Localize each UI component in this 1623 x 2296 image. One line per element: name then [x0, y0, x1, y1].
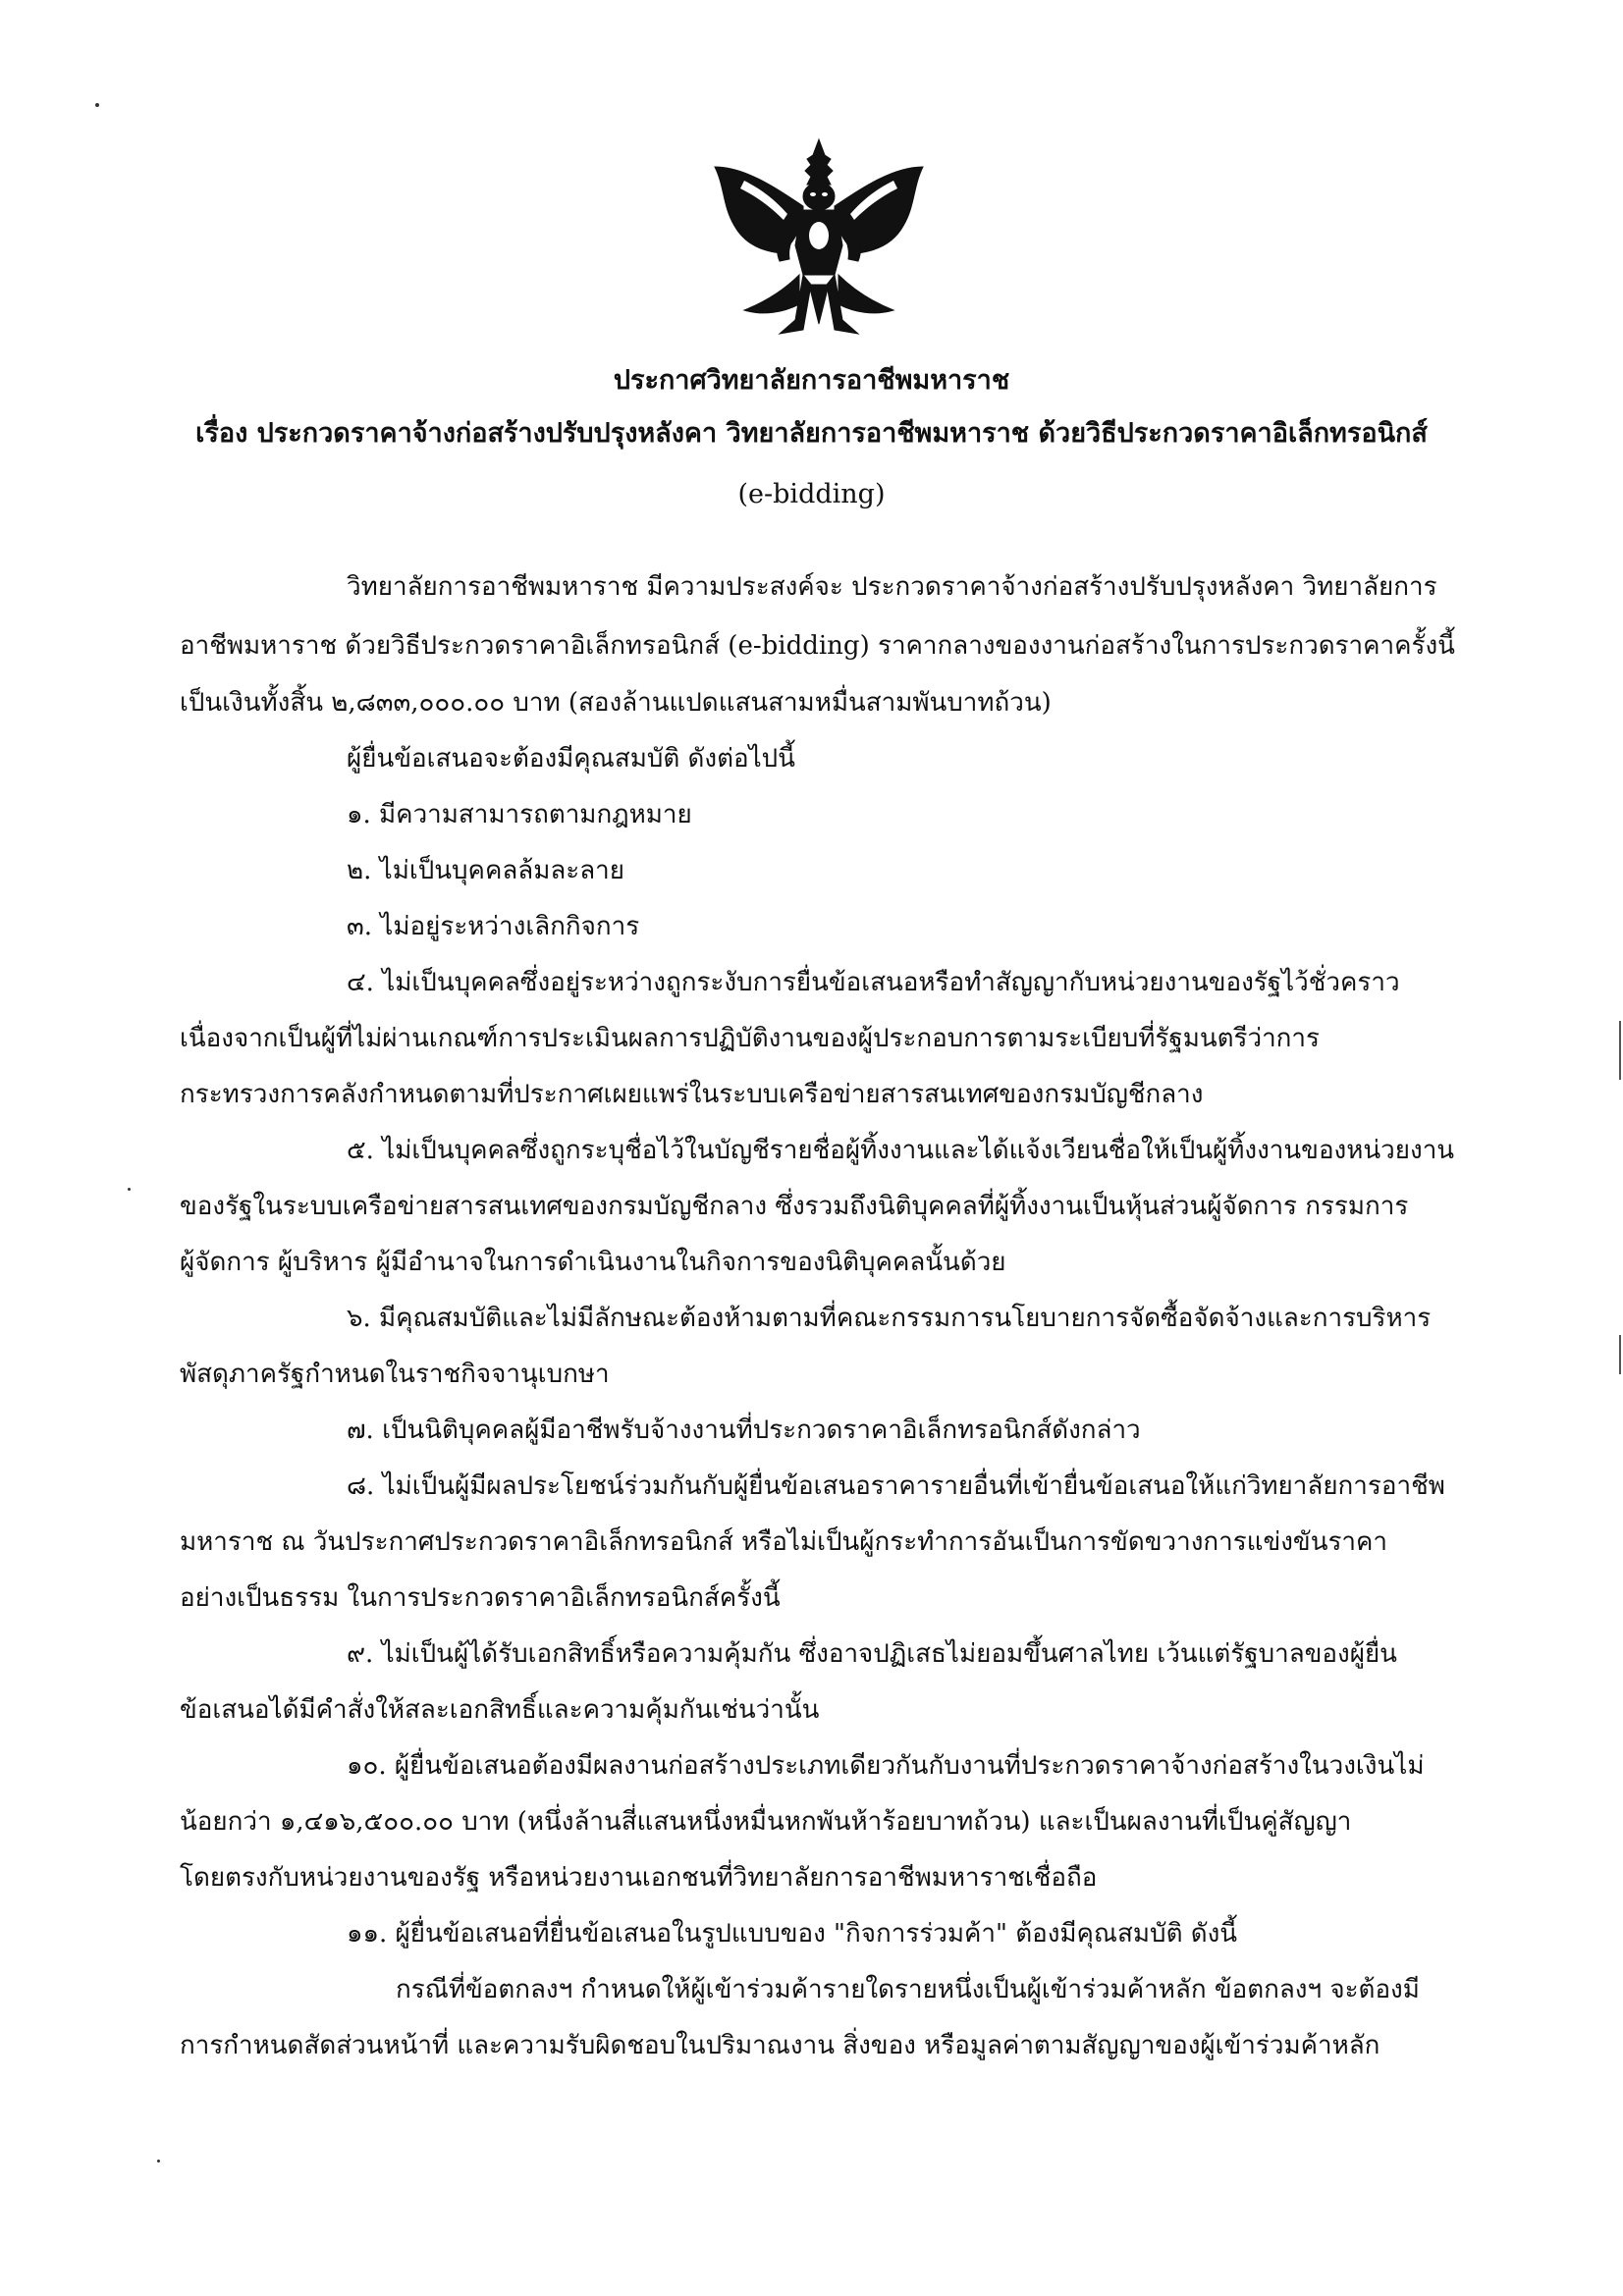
qualification-item-cont: ผู้จัดการ ผู้บริหาร ผู้มีอำนาจในการดำเนินงานในกิจการของนิติบุคคลนั้นด้วย: [180, 1248, 1006, 1277]
qualification-item: ๑๐. ผู้ยื่นข้อเสนอต้องมีผลงานก่อสร้างประเภทเดียวกันกับงานที่ประกวดราคาจ้างก่อสร้างในวงเงินไม่: [347, 1751, 1425, 1781]
scan-speck: [95, 103, 99, 107]
qualification-item-cont: โดยตรงกับหน่วยงานของรัฐ หรือหน่วยงานเอกชนที่วิทยาลัยการอาชีพมหาราชเชื่อถือ: [180, 1863, 1098, 1893]
qualification-item-cont: ข้อเสนอได้มีคำสั่งให้สละเอกสิทธิ์และความคุ้มกันเช่นว่านั้น: [180, 1695, 820, 1725]
announcement-subject: เรื่อง ประกวดราคาจ้างก่อสร้างปรับปรุงหลังคา วิทยาลัยการอาชีพมหาราช ด้วยวิธีประกวดราคาอิเล็กทรอนิกส์: [195, 418, 1428, 449]
qualification-item-cont: พัสดุภาครัฐกำหนดในราชกิจจานุเบกษา: [180, 1360, 610, 1389]
scan-speck: [157, 2160, 160, 2163]
qualification-item: ๓. ไม่อยู่ระหว่างเลิกกิจการ: [347, 912, 640, 941]
qualification-item: ๔. ไม่เป็นบุคคลซึ่งอยู่ระหว่างถูกระงับการยื่นข้อเสนอหรือทำสัญญากับหน่วยงานของรัฐไว้ชั่วคราว: [347, 968, 1400, 997]
qualification-item: ๒. ไม่เป็นบุคคลล้มละลาย: [347, 856, 625, 885]
qualification-item-cont: เนื่องจากเป็นผู้ที่ไม่ผ่านเกณฑ์การประเมินผลการปฏิบัติงานของผู้ประกอบการตามระเบียบที่รัฐมนตรีว่าการ: [180, 1024, 1320, 1053]
announcement-subject-cont: (e-bidding): [737, 479, 886, 509]
qualification-item-cont: มหาราช ณ วันประกาศประกวดราคาอิเล็กทรอนิกส์ หรือไม่เป็นผู้กระทำการอันเป็นการขัดขวางการแข่งขันราคา: [180, 1527, 1388, 1557]
qualification-item: ๑๑. ผู้ยื่นข้อเสนอที่ยื่นข้อเสนอในรูปแบบของ "กิจการร่วมค้า" ต้องมีคุณสมบัติ ดังนี้: [347, 1919, 1238, 1949]
scan-speck: [128, 1188, 131, 1191]
qualification-item: ๖. มีคุณสมบัติและไม่มีลักษณะต้องห้ามตามที่คณะกรรมการนโยบายการจัดซื้อจัดจ้างและการบริหาร: [347, 1304, 1432, 1333]
intro-line: วิทยาลัยการอาชีพมหาราช มีความประสงค์จะ ประกวดราคาจ้างก่อสร้างปรับปรุงหลังคา วิทยาลัยการ: [347, 572, 1437, 602]
qualification-item: ๕. ไม่เป็นบุคคลซึ่งถูกระบุชื่อไว้ในบัญชีรายชื่อผู้ทิ้งงานและได้แจ้งเวียนชื่อให้เป็นผู้ทิ้งงานของหน่วยงาน: [347, 1136, 1455, 1165]
joint-venture-line: กรณีที่ข้อตกลงฯ กำหนดให้ผู้เข้าร่วมค้ารายใดรายหนึ่งเป็นผู้เข้าร่วมค้าหลัก ข้อตกลงฯ จะต้องมี: [396, 1975, 1420, 2004]
qualification-item-cont: ของรัฐในระบบเครือข่ายสารสนเทศของกรมบัญชีกลาง ซึ่งรวมถึงนิติบุคคลที่ผู้ทิ้งงานเป็นหุ้นส่วนผู้จัดการ กรรมการ: [180, 1192, 1409, 1221]
announcement-title: ประกาศวิทยาลัยการอาชีพมหาราช: [613, 365, 1010, 396]
qualification-item: ๘. ไม่เป็นผู้มีผลประโยชน์ร่วมกันกับผู้ยื่นข้อเสนอราคารายอื่นที่เข้ายื่นข้อเสนอให้แก่วิทยาลัยการอาชีพ: [347, 1471, 1445, 1501]
qualification-item-cont: น้อยกว่า ๑,๔๑๖,๕๐๐.๐๐ บาท (หนึ่งล้านสี่แสนหนึ่งหมื่นหกพันห้าร้อยบาทถ้วน) และเป็นผลงานที่เป็นคู่สัญญา: [180, 1807, 1352, 1837]
intro-line: เป็นเงินทั้งสิ้น ๒,๘๓๓,๐๐๐.๐๐ บาท (สองล้านแปดแสนสามหมื่นสามพันบาทถ้วน): [180, 688, 1052, 718]
garuda-emblem-icon: [705, 137, 933, 340]
qualification-item: ๑. มีความสามารถตามกฎหมาย: [347, 800, 692, 829]
qualification-item-cont: อย่างเป็นธรรม ในการประกวดราคาอิเล็กทรอนิกส์ครั้งนี้: [180, 1583, 781, 1613]
scan-edge-mark: [1619, 1021, 1621, 1080]
qualification-item: ๗. เป็นนิติบุคคลผู้มีอาชีพรับจ้างงานที่ประกวดราคาอิเล็กทรอนิกส์ดังกล่าว: [347, 1415, 1141, 1445]
qualifications-heading: ผู้ยื่นข้อเสนอจะต้องมีคุณสมบัติ ดังต่อไปนี้: [347, 744, 795, 774]
scan-edge-mark: [1619, 1335, 1621, 1374]
joint-venture-line: การกำหนดสัดส่วนหน้าที่ และความรับผิดชอบในปริมาณงาน สิ่งของ หรือมูลค่าตามสัญญาของผู้เข้าร่วมค้าหลัก: [180, 2031, 1380, 2060]
intro-line: อาชีพมหาราช ด้วยวิธีประกวดราคาอิเล็กทรอนิกส์ (e-bidding) ราคากลางของงานก่อสร้างในการประกวดราคาครั้งนี้: [180, 631, 1455, 661]
qualification-item-cont: กระทรวงการคลังกำหนดตามที่ประกาศเผยแพร่ในระบบเครือข่ายสารสนเทศของกรมบัญชีกลาง: [180, 1080, 1204, 1109]
qualification-item: ๙. ไม่เป็นผู้ได้รับเอกสิทธิ์หรือความคุ้มกัน ซึ่งอาจปฏิเสธไม่ยอมขึ้นศาลไทย เว้นแต่รัฐบาลของผู้ยื่น: [347, 1639, 1397, 1669]
